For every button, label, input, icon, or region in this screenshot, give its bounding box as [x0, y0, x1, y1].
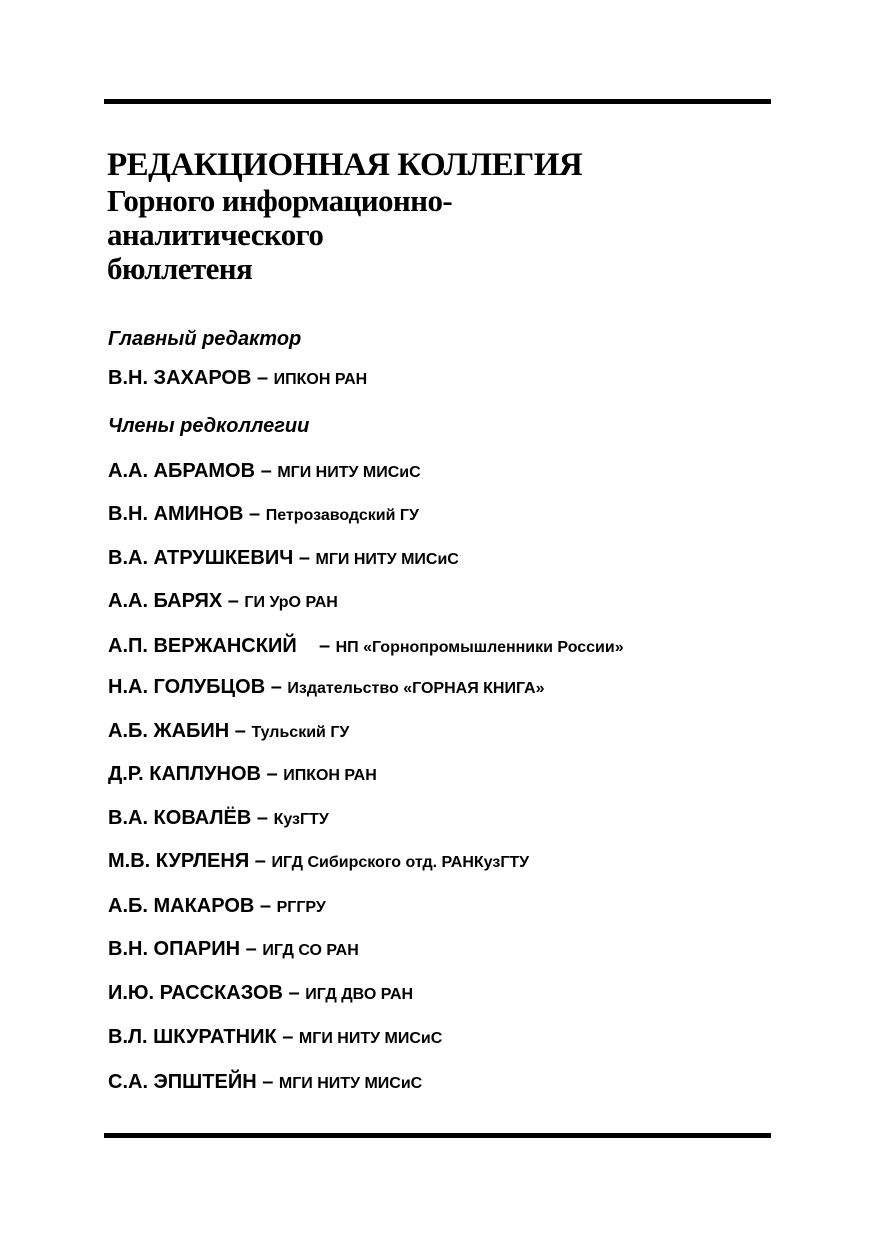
title-line-3: бюллетеня [107, 251, 253, 286]
members-heading: Члены редколлегии [108, 415, 310, 437]
member-name: А.А. АБРАМОВ [108, 460, 256, 482]
member-row [108, 675, 545, 701]
member-name: Н.А. ГОЛУБЦОВ [108, 676, 266, 698]
chief-editor-heading: Главный редактор [108, 328, 302, 350]
member-org: КузГТУ [273, 811, 329, 828]
member-name: Д.Р. КАПЛУНОВ [108, 763, 261, 785]
member-name: В.Н. ОПАРИН [108, 938, 241, 960]
member-org: РГГРУ [276, 899, 326, 916]
member-row [108, 1070, 422, 1096]
member-org: ГИ УрО РАН [244, 594, 338, 611]
member-dash: – [276, 1026, 299, 1048]
member-name: А.Б. ЖАБИН [108, 720, 230, 742]
member-org: Издательство «ГОРНАЯ КНИГА» [287, 680, 545, 697]
member-row [108, 981, 413, 1007]
title-line-1: Горного информационно- [107, 183, 453, 218]
member-dash: – [251, 807, 274, 829]
title-caps: РЕДАКЦИОННАЯ КОЛЛЕГИЯ [107, 147, 583, 183]
title-line-2: аналитического [107, 217, 324, 252]
bottom-rule [104, 1133, 771, 1138]
member-name: А.П. ВЕРЖАНСКИЙ [108, 635, 297, 657]
member-name: А.Б. МАКАРОВ [108, 895, 255, 917]
member-org: МГИ НИТУ МИСиС [278, 1075, 423, 1092]
member-name: В.Л. ШКУРАТНИК [108, 1026, 277, 1048]
member-row [108, 806, 329, 832]
member-row [108, 894, 326, 920]
member-name: И.Ю. РАССКАЗОВ [108, 982, 283, 1004]
member-row [108, 502, 419, 528]
member-row [108, 589, 338, 615]
member-org: МГИ НИТУ МИСиС [277, 464, 421, 481]
member-dash: – [240, 938, 263, 960]
member-dash: – [251, 367, 274, 389]
member-dash: – [296, 635, 336, 657]
member-org: Петрозаводский ГУ [265, 507, 419, 524]
member-row [108, 546, 459, 572]
member-name: В.Н. ЗАХАРОВ [108, 367, 252, 389]
member-name: С.А. ЭПШТЕЙН [108, 1071, 257, 1093]
member-org: МГИ НИТУ МИСиС [315, 551, 459, 568]
member-org: НП «Горнопромышленники России» [335, 639, 624, 656]
member-dash: – [255, 460, 278, 482]
page-title [107, 146, 727, 286]
member-row [108, 719, 349, 745]
member-dash: – [283, 982, 306, 1004]
member-dash: – [229, 720, 252, 742]
member-row [108, 762, 377, 788]
member-name: В.Н. АМИНОВ [108, 503, 244, 525]
member-row [108, 937, 359, 963]
member-row [108, 634, 624, 660]
member-org: ИПКОН РАН [283, 767, 377, 784]
member-dash: – [265, 676, 288, 698]
member-row [108, 459, 421, 485]
member-org: ИГД ДВО РАН [305, 986, 414, 1003]
member-org: ИГД СО РАН [262, 942, 359, 959]
member-row [108, 1025, 442, 1051]
member-org: ИГД Сибирского отд. РАНКузГТУ [271, 854, 530, 871]
member-name: А.А. БАРЯХ [108, 590, 223, 612]
member-dash: – [293, 547, 316, 569]
member-dash: – [254, 895, 277, 917]
member-org: ИПКОН РАН [273, 371, 368, 388]
member-org: МГИ НИТУ МИСиС [298, 1030, 443, 1047]
member-name: М.В. КУРЛЕНЯ [108, 850, 250, 872]
member-name: В.А. КОВАЛЁВ [108, 807, 252, 829]
member-org: Тульский ГУ [251, 724, 350, 741]
member-name: В.А. АТРУШКЕВИЧ [108, 547, 294, 569]
chief-editor-row [108, 366, 367, 392]
member-dash: – [256, 1071, 279, 1093]
member-dash: – [243, 503, 266, 525]
top-rule [104, 99, 771, 104]
member-dash: – [222, 590, 245, 612]
member-row [108, 849, 529, 875]
member-dash: – [260, 763, 284, 785]
member-dash: – [249, 850, 272, 872]
